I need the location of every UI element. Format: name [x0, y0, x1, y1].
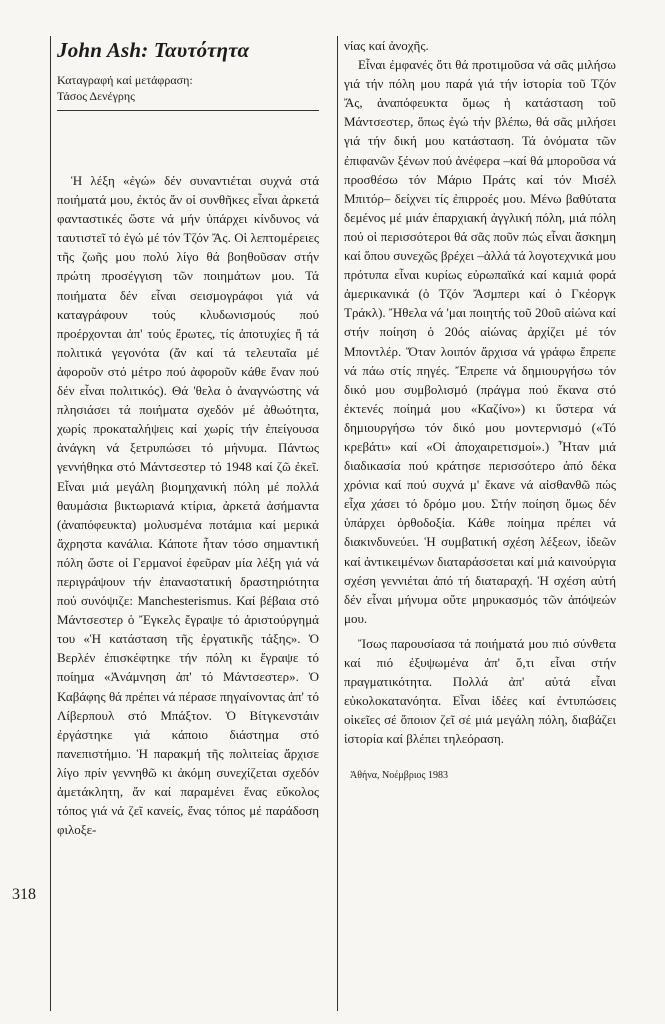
- right-column: [337, 36, 616, 1011]
- body-continuation: νίας καί ἀνοχῆς.: [344, 38, 429, 53]
- body-paragraph-right-2: Ἴσως παρουσίασα τά ποιήματά μου πιό σύνθετα καί πιό ἐξυψωμένα ἀπ' ὅ,τι εἶναι στήν πραγματικότητα. Πολλά ἀπ' αὐτά εἶναι εὐκολοκατανόητα. Εἶναι ἰδέες καί ἐντυπώσεις οἰκεῖες σέ ὅποιον ζεῖ σέ μιά μεγάλη πόλη, διαβάζει ἱστορία καί βλέπει τηλεόραση.: [344, 635, 616, 747]
- body-paragraph-left: Ἡ λέξη «ἐγώ» δέν συναντιέται συχνά στά ποιήματά μου, ἐκτός ἄν οἱ συνθῆκες εἶναι ἀρκετά φανταστικές ὥστε νά μήν ὑπάρχει κίνδυνος νά ταυτιστεῖ τό ἐγώ μέ τόν Τζόν Ἄς. Οἱ λεπτομέρειες τῆς ζωῆς μου πολύ λίγο θά βοηθοῦσαν στήν πρώτη προσέγγιση τῶν ποιημάτων μου. Τά ποιήματα δέν εἶναι σεισμογράφοι γιά νά καταγράφουν τούς κλυδωνισμούς πού προέρχονται ἀπ' τούς ἔρωτες, τίς ἀποτυχίες ἤ τά πολιτικά γεγονότα (ἄν καί τά τελευταῖα μέ ἀφοροῦν στό μέτρο πού ἀφοροῦν κάθε ἕναν πού δέν εἶναι πολιτικός). Θά 'θελα ὁ ἀναγνώστης νά πλησιάσει τά ποιήματα σχεδόν μέ ἀθωότητα, χωρίς προκαταλήψεις καί χωρίς τήν ἐπείγουσα ἀνάγκη νά ξετρυπώσει τό μήνυμα. Πάντως γεννήθηκα στό Μάντσεστερ τό 1948 καί ζῶ ἐκεῖ. Εἶναι μιά μεγάλη βιομηχανική πόλη μέ πολλά θαυμάσια βικτωριανά κτίρια, ἀρκετά ἀσήμαντα (ἀναπόφευκτα) μολυσμένα ποτάμια καί μερικά ἄχρηστα κανάλια. Κάποτε ἦταν τόσο σημαντική πόλη ὥστε οἱ Γερμανοί ἐφεῦραν μία λέξη γιά νά περιγράψουν τήν ἐπαναστατική δραστηριότητα πού συνόψιζε: Manchesterismus. Καί βέβαια στό Μάντσεστερ ὁ Ἔγκελς ἔγραψε τό ἀριστούργημά του «Ἡ κατάσταση τῆς ἐργατικῆς τάξης». Ὁ Βερλέν ἐπισκέφτηκε τήν πόλη κι ἔγραψε τό ποίημα «Ἀνάμνηση ἀπ' τό Μάντσεστερ». Ὁ Καβάφης θά πρέπει νά πέρασε πηγαίνοντας ἀπ' τό Λίβερπουλ στό Μπάξτον. Ὁ Βίτγκενστάιν ἐργάστηκε γιά κάποιο διάστημα στό πανεπιστήμιο. Ἡ παρακμή τῆς πολιτείας ἄρχισε λίγο πρίν γεννηθῶ κι ἀκόμη συνεχίζεται σχεδόν ἀμετάκλητη, ἄν καί παραμένει ἕνας εὔκολος τόπος γιά νά ζεῖ κανείς, ἕνας τόπος μέ παράδοση φιλοξε-: [57, 173, 319, 838]
- credit-line-1: Καταγραφή καί μετάφραση:: [57, 73, 193, 87]
- body-paragraph-right-1: Εἶναι ἐμφανές ὅτι θά προτιμοῦσα νά σᾶς μιλήσω γιά τήν πόλη μου παρά γιά τήν ἱστορία τοῦ Τζόν Ἄς, ἀναπόφευκτα ὅμως ἡ κατάσταση τοῦ Μάντσεστερ, ὅπως ἐγώ τήν βλέπω, θά σᾶς μιλήσει γιά τήν δική μου κατάσταση. Τά ὀνόματα τῶν ἐπιφανῶν ξένων πού ἀνέφερα –καί θά μποροῦσα νά προσθέσω τόν Μάριο Πράτς καί τόν Μισέλ Μπιτόρ– δείχνει τίς ἐπιρροές μου. Μένω βαθύτατα δεμένος μέ μιάν ἐπαρχιακή ἀγγλική πόλη, μιά πόλη πού οἱ περισσότεροι θά σᾶς ποῦν πώς εἶναι ἄσκημη καί ὅπου συνεχῶς βρέχει –ἀλλά τά λογοτεχνικά μου πρότυπα εἶναι κυρίως εὐρωπαϊκά καί καμιά φορά ἀμερικανικά (ὁ Τζόν Ἄσμπερι καί ὁ Γκέοργκ Τράκλ). Ἤθελα νά 'μαι ποιητής τοῦ 20οῦ αἰώνα καί στήν ποίηση ὁ 20ός αἰώνας ἀρχίζει μέ τόν Μποντλέρ. Ὅταν λοιπόν ἄρχισα νά γράφω ἔπρεπε νά πάω στίς πηγές. Ἔπρεπε νά δημιουργήσω τόν δικό μου συμβολισμό (πράγμα πού ἔκανα στό ἐκτενές ποίημά μου «Καζίνο») κι ὕστερα νά δημιουργήσω τόν δικό μου μοντερνισμό («Τό κρεβάτι» καί «Οἱ ἀποχαιρετισμοί».) Ἦταν μιά διαδικασία πού κράτησε περισσότερο ἀπό δέκα χρόνια καί πού συχνά μ' ἔκανε νά αἰσθανθῶ πώς εἶχα χάσει τό δρόμο μου. Στήν ποίηση ὅμως δέν ὑπάρχει ὀρθοδοξία. Κάθε ποίημα πρέπει νά διακινδυνεύει. Ἡ συμβατική σχέση λέξεων, ἰδεῶν καί ἀντικειμένων διαταράσσεται καί μιά καινούργια σχέση γεννιέται ἀπό τή διαταραχή. Ἡ σχέση αὐτή δέν εἶναι μήνυμα οὔτε μηρυκασμός τῶν ἀπόψεών μου.: [344, 57, 616, 626]
- translator-credit: [57, 72, 319, 104]
- header-rule: [57, 110, 319, 111]
- left-column: [50, 36, 319, 1011]
- credit-line-2: Τάσος Δενέγρης: [57, 89, 135, 103]
- article-title: John Ash: Ταυτότητα: [57, 38, 250, 62]
- page-number: 318: [12, 886, 36, 903]
- dateline: Ἀθήνα, Νοέμβριος 1983: [350, 770, 449, 782]
